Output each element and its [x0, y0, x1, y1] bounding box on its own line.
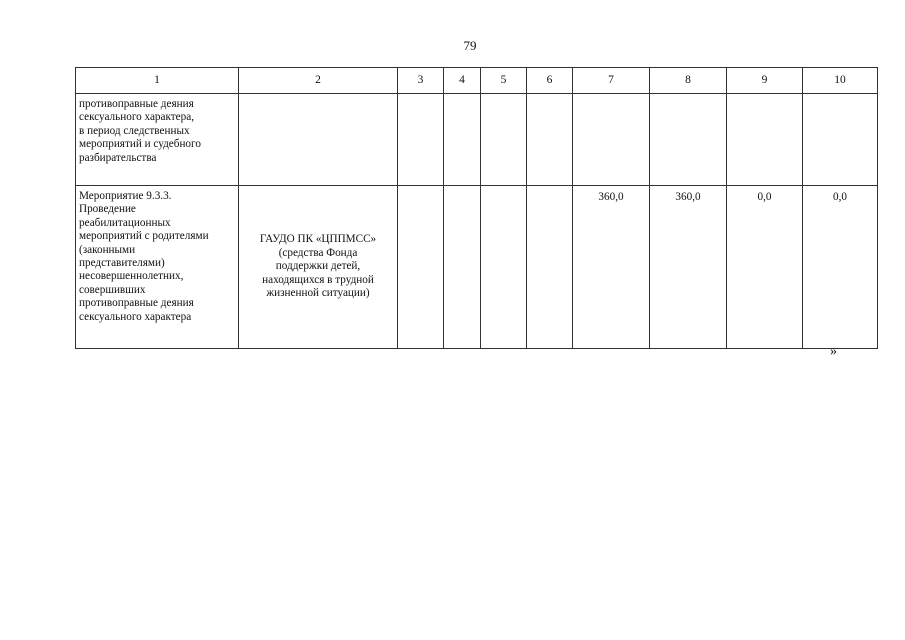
value-cell [398, 94, 444, 186]
header-cell: 10 [803, 68, 878, 94]
value-cell: 360,0 [650, 186, 727, 349]
value-cell [727, 94, 803, 186]
value-cell [573, 94, 650, 186]
table-row [76, 94, 878, 186]
table-row [76, 186, 878, 349]
value-cell [527, 94, 573, 186]
table-header-row [76, 68, 878, 94]
closing-quote-mark: » [830, 344, 837, 359]
header-cell: 6 [527, 68, 573, 94]
header-cell: 4 [444, 68, 481, 94]
value-cell [444, 94, 481, 186]
value-cell [650, 94, 727, 186]
value-cell [398, 186, 444, 349]
measure-description-cell: Мероприятие 9.3.3. Проведение реабилитационных мероприятий с родителями (законными представителями) несовершеннолетних, совершивших противоправные деяния сексуального характера [76, 186, 239, 349]
budget-table [75, 67, 878, 349]
value-cell [481, 186, 527, 349]
value-cell: 0,0 [803, 186, 878, 349]
value-cell [444, 186, 481, 349]
executor-cell: ГАУДО ПК «ЦППМСС» (средства Фонда поддержки детей, находящихся в трудной жизненной ситуации) [239, 186, 398, 349]
value-cell [527, 186, 573, 349]
header-cell: 3 [398, 68, 444, 94]
header-cell: 8 [650, 68, 727, 94]
header-cell: 5 [481, 68, 527, 94]
executor-cell [239, 94, 398, 186]
value-cell [803, 94, 878, 186]
measure-description-cell: противоправные деяния сексуального характера, в период следственных мероприятий и судебного разбирательства [76, 94, 239, 186]
value-cell [481, 94, 527, 186]
header-cell: 7 [573, 68, 650, 94]
page-number: 79 [463, 38, 477, 53]
header-cell: 9 [727, 68, 803, 94]
value-cell: 360,0 [573, 186, 650, 349]
header-cell: 2 [239, 68, 398, 94]
value-cell: 0,0 [727, 186, 803, 349]
header-cell: 1 [76, 68, 239, 94]
